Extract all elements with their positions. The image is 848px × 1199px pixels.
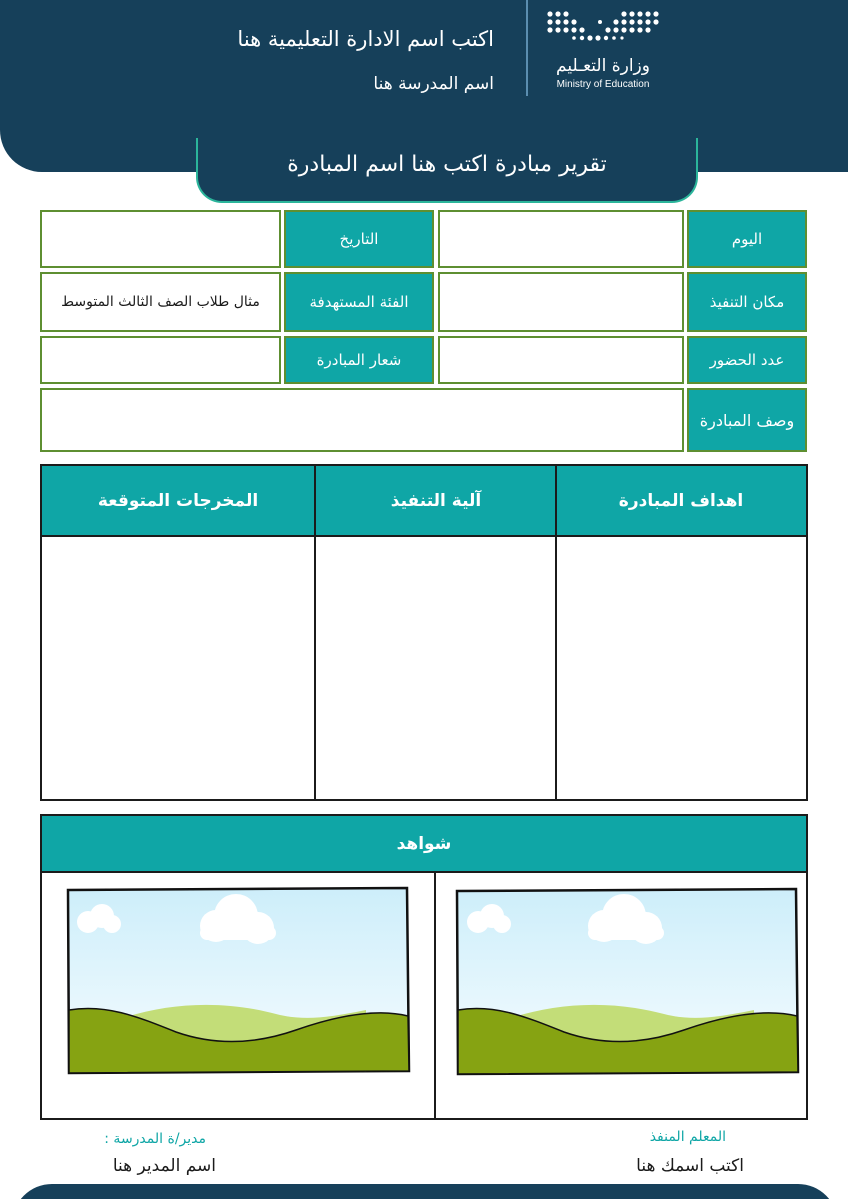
report-title-box [196,138,698,203]
evidence-header: شواهد [42,816,806,872]
principal-name[interactable]: اسم المدير هنا [112,1156,216,1176]
evidence-column-divider [434,871,436,1120]
school-name[interactable]: اسم المدرسة هنا [373,74,494,94]
place-label: مكان التنفيذ [687,272,807,332]
outputs-header: المخرجات المتوقعة [97,491,259,511]
evidence-image-placeholder-right[interactable] [454,886,800,1076]
goals-header: اهداف المبادرة [618,491,744,511]
evidence-image-placeholder-left[interactable] [66,886,412,1076]
date-field[interactable] [40,210,281,268]
education-administration-name[interactable]: اكتب اسم الادارة التعليمية هنا [237,27,494,51]
target-group-label: الفئة المستهدفة [284,272,434,332]
slogan-field[interactable] [40,336,281,384]
evidence-header-divider [40,871,808,873]
target-group-field[interactable]: مثال طلاب الصف الثالث المتوسط [40,272,281,332]
goals-cell[interactable] [557,537,806,799]
page-footer [12,1184,838,1199]
logo-arabic-text: وزارة التعـليم [556,56,650,76]
attendance-label: عدد الحضور [687,336,807,384]
outputs-cell[interactable] [42,537,314,799]
report-title[interactable]: تقرير مبادرة اكتب هنا اسم المبادرة [287,152,607,177]
slogan-label: شعار المبادرة [284,336,434,384]
mechanism-cell[interactable] [316,537,555,799]
place-field[interactable] [438,272,684,332]
description-label: وصف المبادرة [687,388,807,452]
mechanism-header: آلية التنفيذ [390,491,482,511]
teacher-name[interactable]: اكتب اسمك هنا [636,1156,744,1176]
attendance-field[interactable] [438,336,684,384]
day-field[interactable] [438,210,684,268]
logo-english-text: Ministry of Education [556,79,650,90]
teacher-label: المعلم المنفذ [649,1129,726,1145]
principal-label: مدير/ة المدرسة : [104,1131,206,1147]
day-label: اليوم [687,210,807,268]
header-divider [526,0,528,96]
date-label: التاريخ [284,210,434,268]
description-field[interactable] [40,388,684,452]
